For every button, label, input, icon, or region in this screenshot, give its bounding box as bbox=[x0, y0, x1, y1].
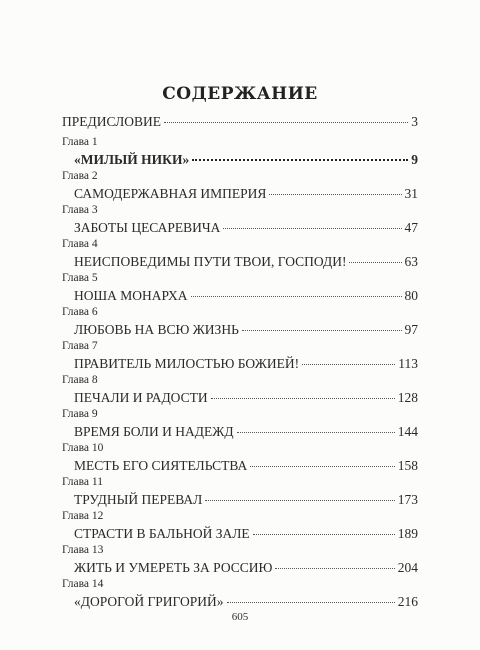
dot-leader bbox=[253, 534, 395, 535]
toc-entry-title: САМОДЕРЖАВНАЯ ИМПЕРИЯ bbox=[74, 186, 267, 201]
toc-line bbox=[62, 186, 418, 202]
toc-entry-title: ЖИТЬ И УМЕРЕТЬ ЗА РОССИЮ bbox=[74, 560, 273, 575]
dot-leader bbox=[302, 364, 395, 365]
toc-entry-chapter-6 bbox=[62, 306, 418, 338]
chapter-label: Глава 5 bbox=[62, 272, 98, 284]
toc-line bbox=[62, 152, 418, 168]
toc-page-number: 173 bbox=[397, 492, 418, 507]
toc-line bbox=[62, 356, 418, 372]
chapter-label: Глава 10 bbox=[62, 442, 104, 454]
toc-entry-chapter-5 bbox=[62, 272, 418, 304]
toc-page-number: 204 bbox=[397, 560, 418, 575]
toc-entry-title: НОША МОНАРХА bbox=[74, 288, 188, 303]
toc-line bbox=[62, 594, 418, 610]
chapter-label: Глава 4 bbox=[62, 238, 98, 250]
toc-page-number: 128 bbox=[397, 390, 418, 405]
toc-page-number: 31 bbox=[404, 186, 418, 201]
toc-page-number: 3 bbox=[411, 114, 418, 129]
toc-page-number: 158 bbox=[397, 458, 418, 473]
toc-line bbox=[62, 390, 418, 406]
toc-line bbox=[62, 254, 418, 270]
toc-line bbox=[62, 492, 418, 508]
chapter-label: Глава 13 bbox=[62, 544, 104, 556]
chapter-label: Глава 14 bbox=[62, 578, 104, 590]
dot-leader bbox=[164, 122, 408, 123]
toc-line bbox=[62, 424, 418, 440]
toc-line bbox=[62, 526, 418, 542]
dot-leader bbox=[211, 398, 395, 399]
chapter-label: Глава 1 bbox=[62, 136, 98, 148]
toc-line bbox=[62, 288, 418, 304]
toc-entry-chapter-11 bbox=[62, 476, 418, 508]
toc-entry-title: НЕИСПОВЕДИМЫ ПУТИ ТВОИ, ГОСПОДИ! bbox=[74, 254, 347, 269]
chapter-label: Глава 7 bbox=[62, 340, 98, 352]
chapter-label: Глава 6 bbox=[62, 306, 98, 318]
chapter-label: Глава 3 bbox=[62, 204, 98, 216]
toc-page-number: 80 bbox=[404, 288, 418, 303]
dot-leader bbox=[237, 432, 395, 433]
toc-entry-chapter-8 bbox=[62, 374, 418, 406]
toc-line bbox=[62, 560, 418, 576]
toc-entry-title: ЗАБОТЫ ЦЕСАРЕВИЧА bbox=[74, 220, 221, 235]
dot-leader bbox=[269, 194, 401, 195]
toc-page-number: 144 bbox=[397, 424, 418, 439]
toc-entry-title: «ДОРОГОЙ ГРИГОРИЙ» bbox=[74, 594, 224, 609]
toc-entry-title: ВРЕМЯ БОЛИ И НАДЕЖД bbox=[74, 424, 234, 439]
toc-entry-title: ПРАВИТЕЛЬ МИЛОСТЬЮ БОЖИЕЙ! bbox=[74, 356, 300, 371]
toc-page-number: 189 bbox=[397, 526, 418, 541]
toc-entry-chapter-9 bbox=[62, 408, 418, 440]
dot-leader bbox=[275, 568, 394, 569]
toc-entry-title: «МИЛЫЙ НИКИ» bbox=[74, 152, 190, 167]
toc-entry-chapter-13 bbox=[62, 544, 418, 576]
toc-page-number: 216 bbox=[397, 594, 418, 609]
toc-entry-title: СТРАСТИ В БАЛЬНОЙ ЗАЛЕ bbox=[74, 526, 250, 541]
dot-leader bbox=[250, 466, 394, 467]
toc-entry-title: ЛЮБОВЬ НА ВСЮ ЖИЗНЬ bbox=[74, 322, 239, 337]
toc-entry-chapter-2 bbox=[62, 170, 418, 202]
dot-leader bbox=[227, 602, 395, 603]
toc-entry-chapter-7 bbox=[62, 340, 418, 372]
toc-entry-title: ТРУДНЫЙ ПЕРЕВАЛ bbox=[74, 492, 203, 507]
toc-line bbox=[62, 458, 418, 474]
toc-page-number: 63 bbox=[404, 254, 418, 269]
toc-page-number: 47 bbox=[404, 220, 418, 235]
toc-entry-title: ПРЕДИСЛОВИЕ bbox=[62, 114, 162, 129]
toc-entry-chapter-1 bbox=[62, 136, 418, 168]
toc-entry-chapter-3 bbox=[62, 204, 418, 236]
toc-line bbox=[62, 220, 418, 236]
chapter-label: Глава 9 bbox=[62, 408, 98, 420]
toc-entry-preface bbox=[62, 114, 418, 130]
toc-entry-chapter-14 bbox=[62, 578, 418, 610]
toc-entry-chapter-4 bbox=[62, 238, 418, 270]
toc-entry-title: МЕСТЬ ЕГО СИЯТЕЛЬСТВА bbox=[74, 458, 248, 473]
page-title: СОДЕРЖАНИЕ bbox=[162, 84, 318, 104]
toc-entry-chapter-10 bbox=[62, 442, 418, 474]
dot-leader bbox=[191, 296, 402, 297]
page-footer-number: 605 bbox=[231, 611, 249, 623]
dot-leader bbox=[205, 500, 394, 501]
toc-line bbox=[62, 114, 418, 130]
dot-leader bbox=[242, 330, 402, 331]
chapter-label: Глава 2 bbox=[62, 170, 98, 182]
dot-leader bbox=[349, 262, 401, 263]
dot-leader bbox=[223, 228, 401, 229]
chapter-label: Глава 8 bbox=[62, 374, 98, 386]
dot-leader bbox=[192, 159, 408, 161]
toc-entry-chapter-12 bbox=[62, 510, 418, 542]
toc-line bbox=[62, 322, 418, 338]
chapter-label: Глава 11 bbox=[62, 476, 103, 488]
chapter-label: Глава 12 bbox=[62, 510, 104, 522]
toc-page-number: 113 bbox=[398, 356, 418, 371]
toc-page-number: 9 bbox=[411, 152, 418, 167]
toc-page-number: 97 bbox=[404, 322, 418, 337]
toc-entry-title: ПЕЧАЛИ И РАДОСТИ bbox=[74, 390, 208, 405]
